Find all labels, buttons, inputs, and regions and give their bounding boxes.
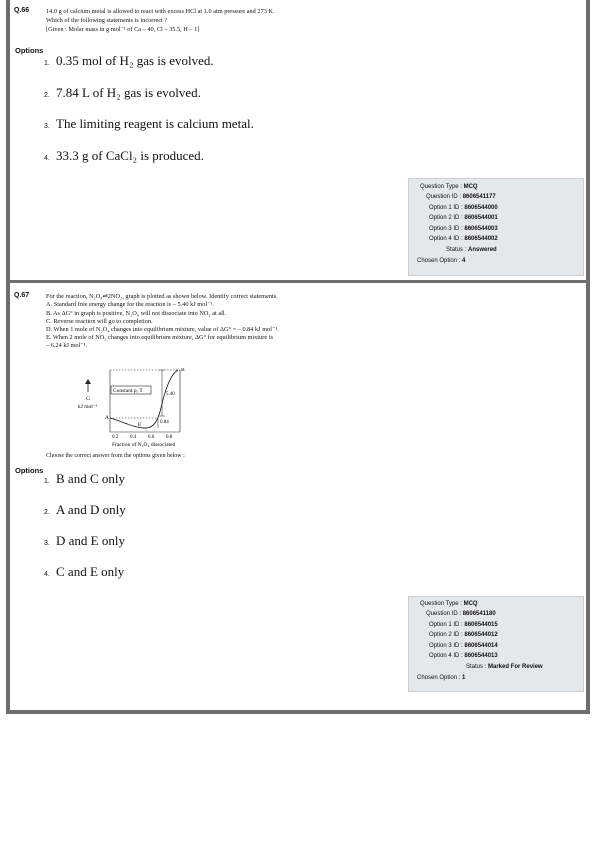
info-option-2-id: Option 2 ID : 8606544001 bbox=[429, 215, 498, 221]
option-number: 1. bbox=[44, 60, 50, 67]
option-number: 3. bbox=[44, 123, 50, 130]
question-info-box bbox=[408, 178, 584, 276]
info-option-4-id: Option 4 ID : 8606544002 bbox=[429, 236, 498, 242]
option-2[interactable] bbox=[44, 85, 201, 101]
option-text: The limiting reagent is calcium metal. bbox=[56, 116, 254, 131]
point-a: A bbox=[105, 415, 109, 421]
question-panel-67 bbox=[10, 283, 586, 710]
question-panel-66 bbox=[10, 0, 586, 280]
info-chosen-option: Chosen Option : 1 bbox=[417, 675, 466, 681]
question-number: Q.67 bbox=[14, 292, 30, 299]
option-2[interactable] bbox=[44, 502, 126, 518]
question-text-line: 14.0 g of calcium metal is allowed to react with excess HCl at 1.0 atm pressure and 273 K. bbox=[46, 8, 275, 15]
info-option-1-id: Option 1 ID : 8606544015 bbox=[429, 622, 498, 628]
y-label-unit: kJ mol⁻¹ bbox=[78, 404, 98, 410]
x-axis-label: Fraction of N₂O₄ dissociated bbox=[112, 442, 176, 448]
option-text: 0.35 mol of H₂ gas is evolved. bbox=[56, 53, 214, 68]
statement-c: C. Reverse reaction will go to completion. bbox=[46, 318, 153, 325]
statement-d: D. When 1 mole of N₂O₄ changes into equilibrium mixture, value of ΔG° = – 0.84 kJ mol⁻¹. bbox=[46, 326, 279, 333]
option-3[interactable] bbox=[44, 116, 254, 132]
question-info-box bbox=[408, 596, 584, 692]
info-option-3-id: Option 3 ID : 8606544014 bbox=[429, 643, 498, 649]
option-3[interactable] bbox=[44, 533, 125, 549]
question-number: Q.66 bbox=[14, 7, 30, 14]
point-e: E bbox=[138, 423, 142, 428]
option-number: 1. bbox=[44, 478, 50, 485]
option-text: C and E only bbox=[56, 564, 125, 579]
box-label: Constant p, T bbox=[113, 388, 143, 394]
info-status: Status : Answered bbox=[446, 247, 497, 253]
question-text-line: Which of the following statements is incorrect ? bbox=[46, 17, 168, 24]
statement-a: A. Standard free energy change for the reaction is – 5.40 kJ mol⁻¹. bbox=[46, 301, 214, 308]
info-option-4-id: Option 4 ID : 8606544013 bbox=[429, 653, 498, 659]
statement-e: E. When 2 mole of NO₂ changes into equilibrium mixture, ΔG° for equilibrium mixture is bbox=[46, 334, 273, 341]
point-b: B bbox=[181, 368, 185, 373]
option-4[interactable] bbox=[44, 148, 204, 164]
info-status: Status : Marked For Review bbox=[466, 664, 543, 670]
info-question-id: Question ID : 8606541177 bbox=[426, 194, 496, 200]
statement-b: B. As ΔG° in graph is positive, N₂O₄ will not dissociate into NO₂ at all. bbox=[46, 310, 227, 317]
option-number: 4. bbox=[44, 155, 50, 162]
info-option-1-id: Option 1 ID : 8606544000 bbox=[429, 205, 498, 211]
info-question-id: Question ID : 8606541180 bbox=[426, 611, 496, 617]
value-0-84: 0.84 bbox=[160, 420, 169, 425]
info-question-type: Question Type : MCQ bbox=[420, 601, 478, 607]
statement-e-cont: – 6.24 kJ mol⁻¹. bbox=[46, 342, 88, 349]
free-energy-graph bbox=[74, 368, 224, 448]
options-label: Options bbox=[15, 466, 44, 475]
option-1[interactable] bbox=[44, 53, 214, 69]
option-number: 2. bbox=[44, 509, 50, 516]
value-5-40: 5.40 bbox=[166, 392, 175, 397]
question-text-line: For the reaction, N₂O₄⇌2NO₂, graph is plotted as shown below. Identify correct statements. bbox=[46, 293, 278, 300]
option-number: 2. bbox=[44, 92, 50, 99]
option-text: D and E only bbox=[56, 533, 125, 548]
tick-label: 0.8 bbox=[166, 435, 173, 440]
option-number: 4. bbox=[44, 571, 50, 578]
info-question-type: Question Type : MCQ bbox=[420, 184, 478, 190]
question-text-line: [Given : Molar mass in g mol⁻¹ of Ca – 40, Cl – 35.5, H – 1] bbox=[46, 26, 200, 33]
option-text: A and D only bbox=[56, 502, 126, 517]
option-text: B and C only bbox=[56, 471, 125, 486]
y-label-g: G bbox=[86, 396, 90, 402]
info-chosen-option: Chosen Option : 4 bbox=[417, 258, 466, 264]
tick-label: 0.6 bbox=[148, 435, 155, 440]
option-1[interactable] bbox=[44, 471, 125, 487]
tick-label: 0.4 bbox=[130, 435, 137, 440]
option-4[interactable] bbox=[44, 564, 124, 580]
options-label: Options bbox=[15, 46, 44, 55]
info-option-2-id: Option 2 ID : 8606544012 bbox=[429, 632, 498, 638]
option-number: 3. bbox=[44, 540, 50, 547]
info-option-3-id: Option 3 ID : 8606544003 bbox=[429, 226, 498, 232]
choose-instruction: Choose the correct answer from the options given below : bbox=[46, 453, 185, 459]
arrow-up-icon bbox=[85, 379, 91, 384]
tick-label: 0.2 bbox=[112, 435, 119, 440]
option-text: 33.3 g of CaCl₂ is produced. bbox=[56, 148, 204, 163]
page-frame bbox=[6, 0, 590, 714]
option-text: 7.84 L of H₂ gas is evolved. bbox=[56, 85, 201, 100]
